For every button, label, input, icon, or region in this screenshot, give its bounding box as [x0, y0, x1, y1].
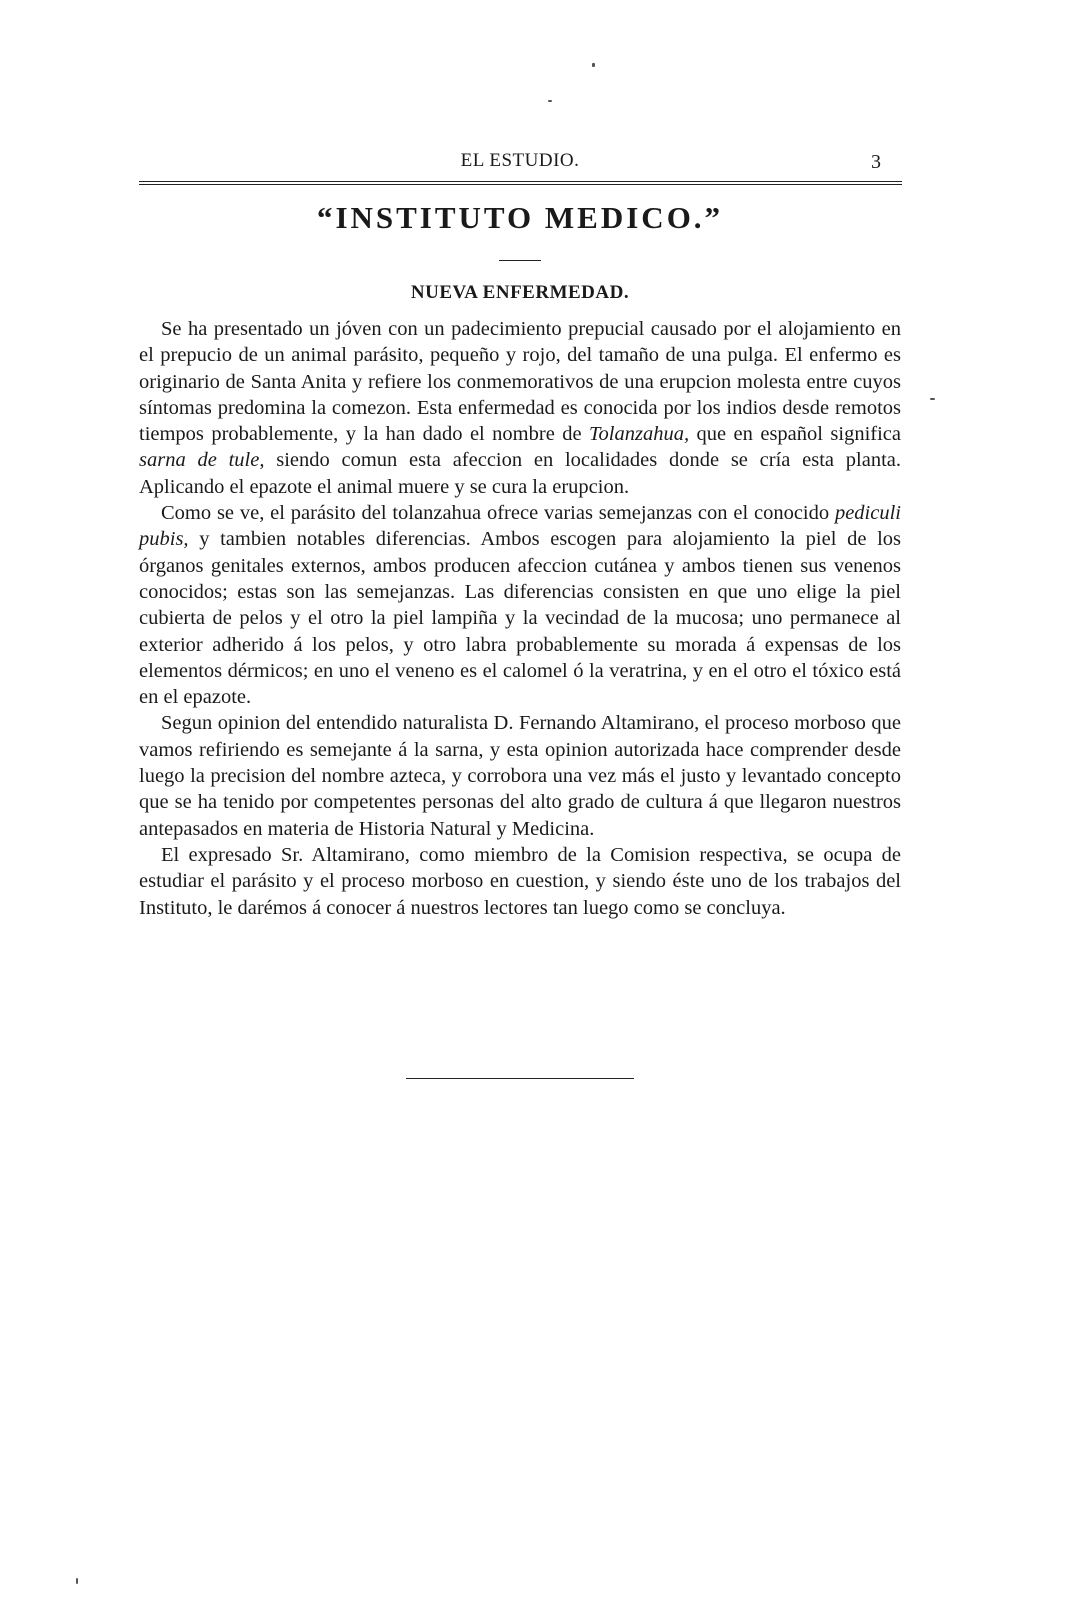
masthead-divider — [499, 260, 541, 261]
running-title: EL ESTUDIO. — [460, 150, 580, 171]
end-rule — [406, 1078, 634, 1079]
text-run: Como se ve, el parásito del tolanzahua ofrece varias semejanzas con el conocido — [161, 502, 835, 525]
scan-speck — [548, 100, 552, 102]
italic-term: Tolanzahua, — [589, 423, 690, 446]
text-run: siendo comun esta afeccion en localidades donde se cría esta planta. Aplicando el epazote el animal muere y se cura la erupcion. — [139, 449, 901, 498]
text-run: y tambien notables diferencias. Ambos escogen para alojamiento la piel de los órganos genitales externos, ambos producen afeccion cutánea y ambos tienen sus venenos conocidos; estas son las semejanzas. Las diferencias consisten en que uno elige la piel cubierta de pelos y el otro la piel lampiña y la vecindad de la mucosa; uno permanece al exterior adherido á los pelos, y otro labra probablemente su morada á expensas de los elementos dérmicos; en uno el veneno es el calomel ó la veratrina, y en el otro el tóxico está en el epazote. — [139, 528, 901, 709]
italic-term: sarna de tule, — [139, 449, 265, 472]
paragraph — [139, 500, 901, 710]
paragraph — [139, 316, 901, 500]
article-body — [139, 316, 901, 921]
text-run: Se ha presentado un jóven con un padecimiento prepucial causado por el alojamiento en el prepucio de un animal parásito, pequeño y rojo, del tamaño de una pulga. El enfermo es originario de Santa Anita y refiere los conmemorativos de una erupcion molesta entre cuyos síntomas predomina la comezon. Esta enfermedad es conocida por los indios desde remotos tiempos probablemente, y la han dado el nombre de — [139, 318, 901, 446]
text-run: que en español significa — [689, 423, 901, 446]
page-number: 3 — [871, 151, 881, 173]
scan-speck — [592, 63, 595, 67]
masthead-title: “INSTITUTO MEDICO.” — [316, 200, 724, 235]
scan-speck — [930, 398, 935, 400]
scan-speck — [76, 1578, 78, 1584]
text-run: El expresado Sr. Altamirano, como miembro de la Comision respectiva, se ocupa de estudiar el parásito y el proceso morboso en cuestion, y siendo éste uno de los trabajos del Instituto, le darémos á conocer á nuestros lectores tan luego como se concluya. — [139, 843, 901, 919]
paragraph — [139, 842, 901, 921]
header-double-rule — [139, 181, 902, 185]
italic-term: pediculi pubis, — [139, 502, 901, 551]
section-title: NUEVA ENFERMEDAD. — [410, 282, 630, 303]
text-run: Segun opinion del entendido naturalista D. Fernando Altamirano, el proceso morboso que vamos refiriendo es semejante á la sarna, y esta opinion autorizada hace comprender desde luego la precision del nombre azteca, y corrobora una vez más el justo y levantado concepto que se ha tenido por competentes personas del alto grado de cultura á que llegaron nuestros antepasados en materia de Historia Natural y Medicina. — [139, 712, 901, 840]
paragraph — [139, 710, 901, 841]
running-head — [139, 150, 901, 180]
